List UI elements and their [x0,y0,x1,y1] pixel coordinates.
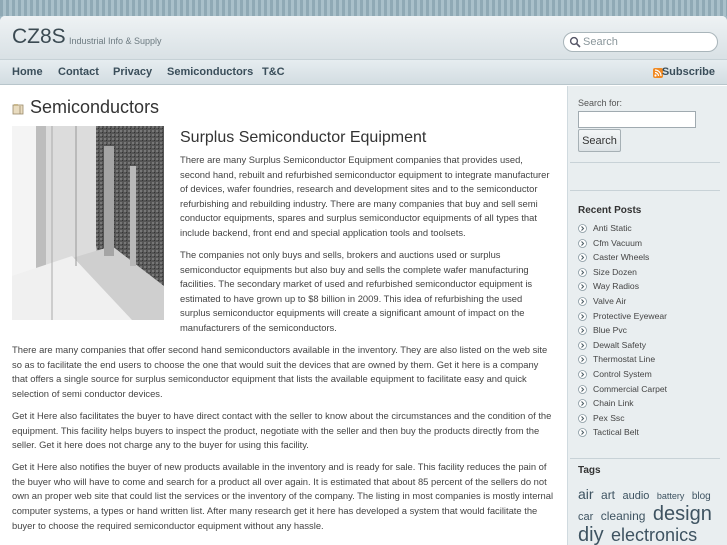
tags-heading: Tags [578,465,601,476]
recent-post-label: Size Dozen [593,266,637,277]
recent-posts-list [578,221,667,440]
recent-posts-heading: Recent Posts [578,205,642,216]
sidebar-search-label: Search for: [578,98,623,108]
tag-link[interactable]: diy [578,523,604,545]
divider [570,458,720,459]
recent-post-label: Thermostat Line [593,354,656,365]
main-nav [0,60,727,85]
arrow-circle-icon [578,385,587,394]
sidebar-search-input[interactable] [578,111,696,128]
recent-post-item[interactable] [578,221,667,236]
post-paragraph: There are many Surplus Semiconductor Equipment companies that provides used, second hand, rebuilt and refurbished semiconductor equipment to integrate manufacturer of devices, wafer foundries, research and development sites and to the semiconductor refurbishing and rebuilding industry. There are many companies that buy and sell semi conductor equipments, spares and surplus semiconductor equipments of all types that include backend, front end and special application tools and toolsets. [180,154,550,238]
recent-post-label: Commercial Carpet [593,383,668,394]
recent-post-item[interactable] [578,265,667,280]
recent-post-label: Caster Wheels [593,252,650,263]
tag-link[interactable]: air [578,486,594,502]
recent-post-label: Blue Pvc [593,325,627,336]
recent-post-item[interactable] [578,294,667,309]
recent-post-item[interactable] [578,425,667,440]
recent-post-label: Cfm Vacuum [593,237,643,248]
page-title: Semiconductors [30,97,160,117]
arrow-circle-icon [578,428,587,437]
recent-post-item[interactable] [578,352,667,367]
nav-privacy[interactable]: Privacy [113,66,153,78]
arrow-circle-icon [578,414,587,423]
nav-semiconductors[interactable]: Semiconductors [167,66,254,78]
recent-post-label: Protective Eyewear [593,310,668,321]
recent-post-item[interactable] [578,411,667,426]
tag-link[interactable]: electronics [611,524,698,545]
recent-post-item[interactable] [578,367,667,382]
tag-link[interactable]: cleaning [600,508,646,523]
background-strip [0,0,727,16]
search-input[interactable] [583,35,713,49]
recent-post-item[interactable] [578,279,667,294]
arrow-circle-icon [578,399,587,408]
arrow-circle-icon [578,326,587,335]
recent-post-item[interactable] [578,309,667,324]
recent-post-item[interactable] [578,323,667,338]
recent-post-item[interactable] [578,382,667,397]
recent-post-item[interactable] [578,338,667,353]
recent-post-label: Valve Air [593,295,627,306]
divider [570,190,720,191]
subscribe-link[interactable]: Subscribe [661,66,715,78]
site-header [0,16,727,60]
divider [570,162,720,163]
page [0,16,727,545]
recent-post-item[interactable] [578,396,667,411]
tag-link[interactable]: blog [691,491,711,502]
nav-tc[interactable]: T&C [262,66,285,78]
tag-link[interactable]: car [578,510,594,523]
recent-post-label: Dewalt Safety [593,339,647,350]
post-paragraph: Get it Here also notifies the buyer of new products available in the inventory and is ready for sale. This facility reduces the pain of the buyer who will have to come and search for a product all over again. It is estimated that about 85 percent of the sellers do not own an proper web site that could list the services or the inventory of the company. The listing in most companies is mostly internal computer systems, a types or hand written list. After many research get it here has developed a system that would facilitate the buyer to choose the required semiconductor equipment without any hassle. [12,461,554,531]
arrow-circle-icon [578,370,587,379]
recent-post-label: Way Radios [593,281,640,292]
post-paragraph: There are many companies that offer second hand semiconductors available in the inventory. They are also listed on the web site so as to facilitate the end users to choose the one that would suit the devices that are owned by them. Get it here is a company that offers a single source for surplus semiconductor equipment that lists the available equipment to facilitate easy and quick selection of semi conductor devices. [12,344,548,399]
arrow-circle-icon [578,341,587,350]
sidebar [567,86,727,545]
header-search[interactable] [563,32,718,52]
nav-home[interactable]: Home [12,66,43,78]
arrow-circle-icon [578,239,587,248]
post [12,126,554,541]
tag-link[interactable]: audio [622,490,650,502]
tag-cloud [578,487,723,545]
nav-contact[interactable]: Contact [58,66,99,78]
arrow-circle-icon [578,268,587,277]
arrow-circle-icon [578,224,587,233]
arrow-circle-icon [578,297,587,306]
post-paragraph: The companies not only buys and sells, brokers and auctions used or surplus semiconductor equipments but also buy and sells the complete wafer manufacturing facilities. The secondary market of used and refurbished semiconductor equipment is estimated to have grown up to $8 billion in 2009. This idea of refurbishing the used surplus semiconductor equipments will create a significant amount of impact on the manufacturers of the semiconductors. [180,249,533,334]
tag-link[interactable]: design [652,502,712,525]
recent-post-label: Pex Ssc [593,412,625,423]
recent-post-item[interactable] [578,236,667,251]
recent-post-label: Chain Link [593,398,634,409]
tag-link[interactable]: battery [656,491,685,501]
search-icon [569,36,581,48]
recent-post-label: Tactical Belt [593,427,639,438]
post-paragraph: Get it Here also facilitates the buyer to have direct contact with the seller to know about the circumstances and the condition of the equipment. This facility helps buyers to inspect the product, negotiate with the seller and then buy the products directly from the seller. Get it here does not charge any to the buyer for using this facility. [12,410,552,451]
post-title[interactable]: Surplus Semiconductor Equipment [180,129,427,146]
main-content [0,86,566,545]
arrow-circle-icon [578,253,587,262]
site-title[interactable]: CZ8S [12,25,66,48]
arrow-circle-icon [578,312,587,321]
tag-link[interactable]: art [601,488,616,502]
arrow-circle-icon [578,282,587,291]
arrow-circle-icon [578,355,587,364]
recent-post-label: Anti Static [593,223,632,233]
site-tagline: Industrial Info & Supply [69,36,162,46]
recent-post-label: Control System [593,368,652,379]
sidebar-search-button[interactable]: Search [578,129,621,152]
folder-icon [12,103,24,115]
recent-post-item[interactable] [578,250,667,265]
post-image [12,126,164,320]
